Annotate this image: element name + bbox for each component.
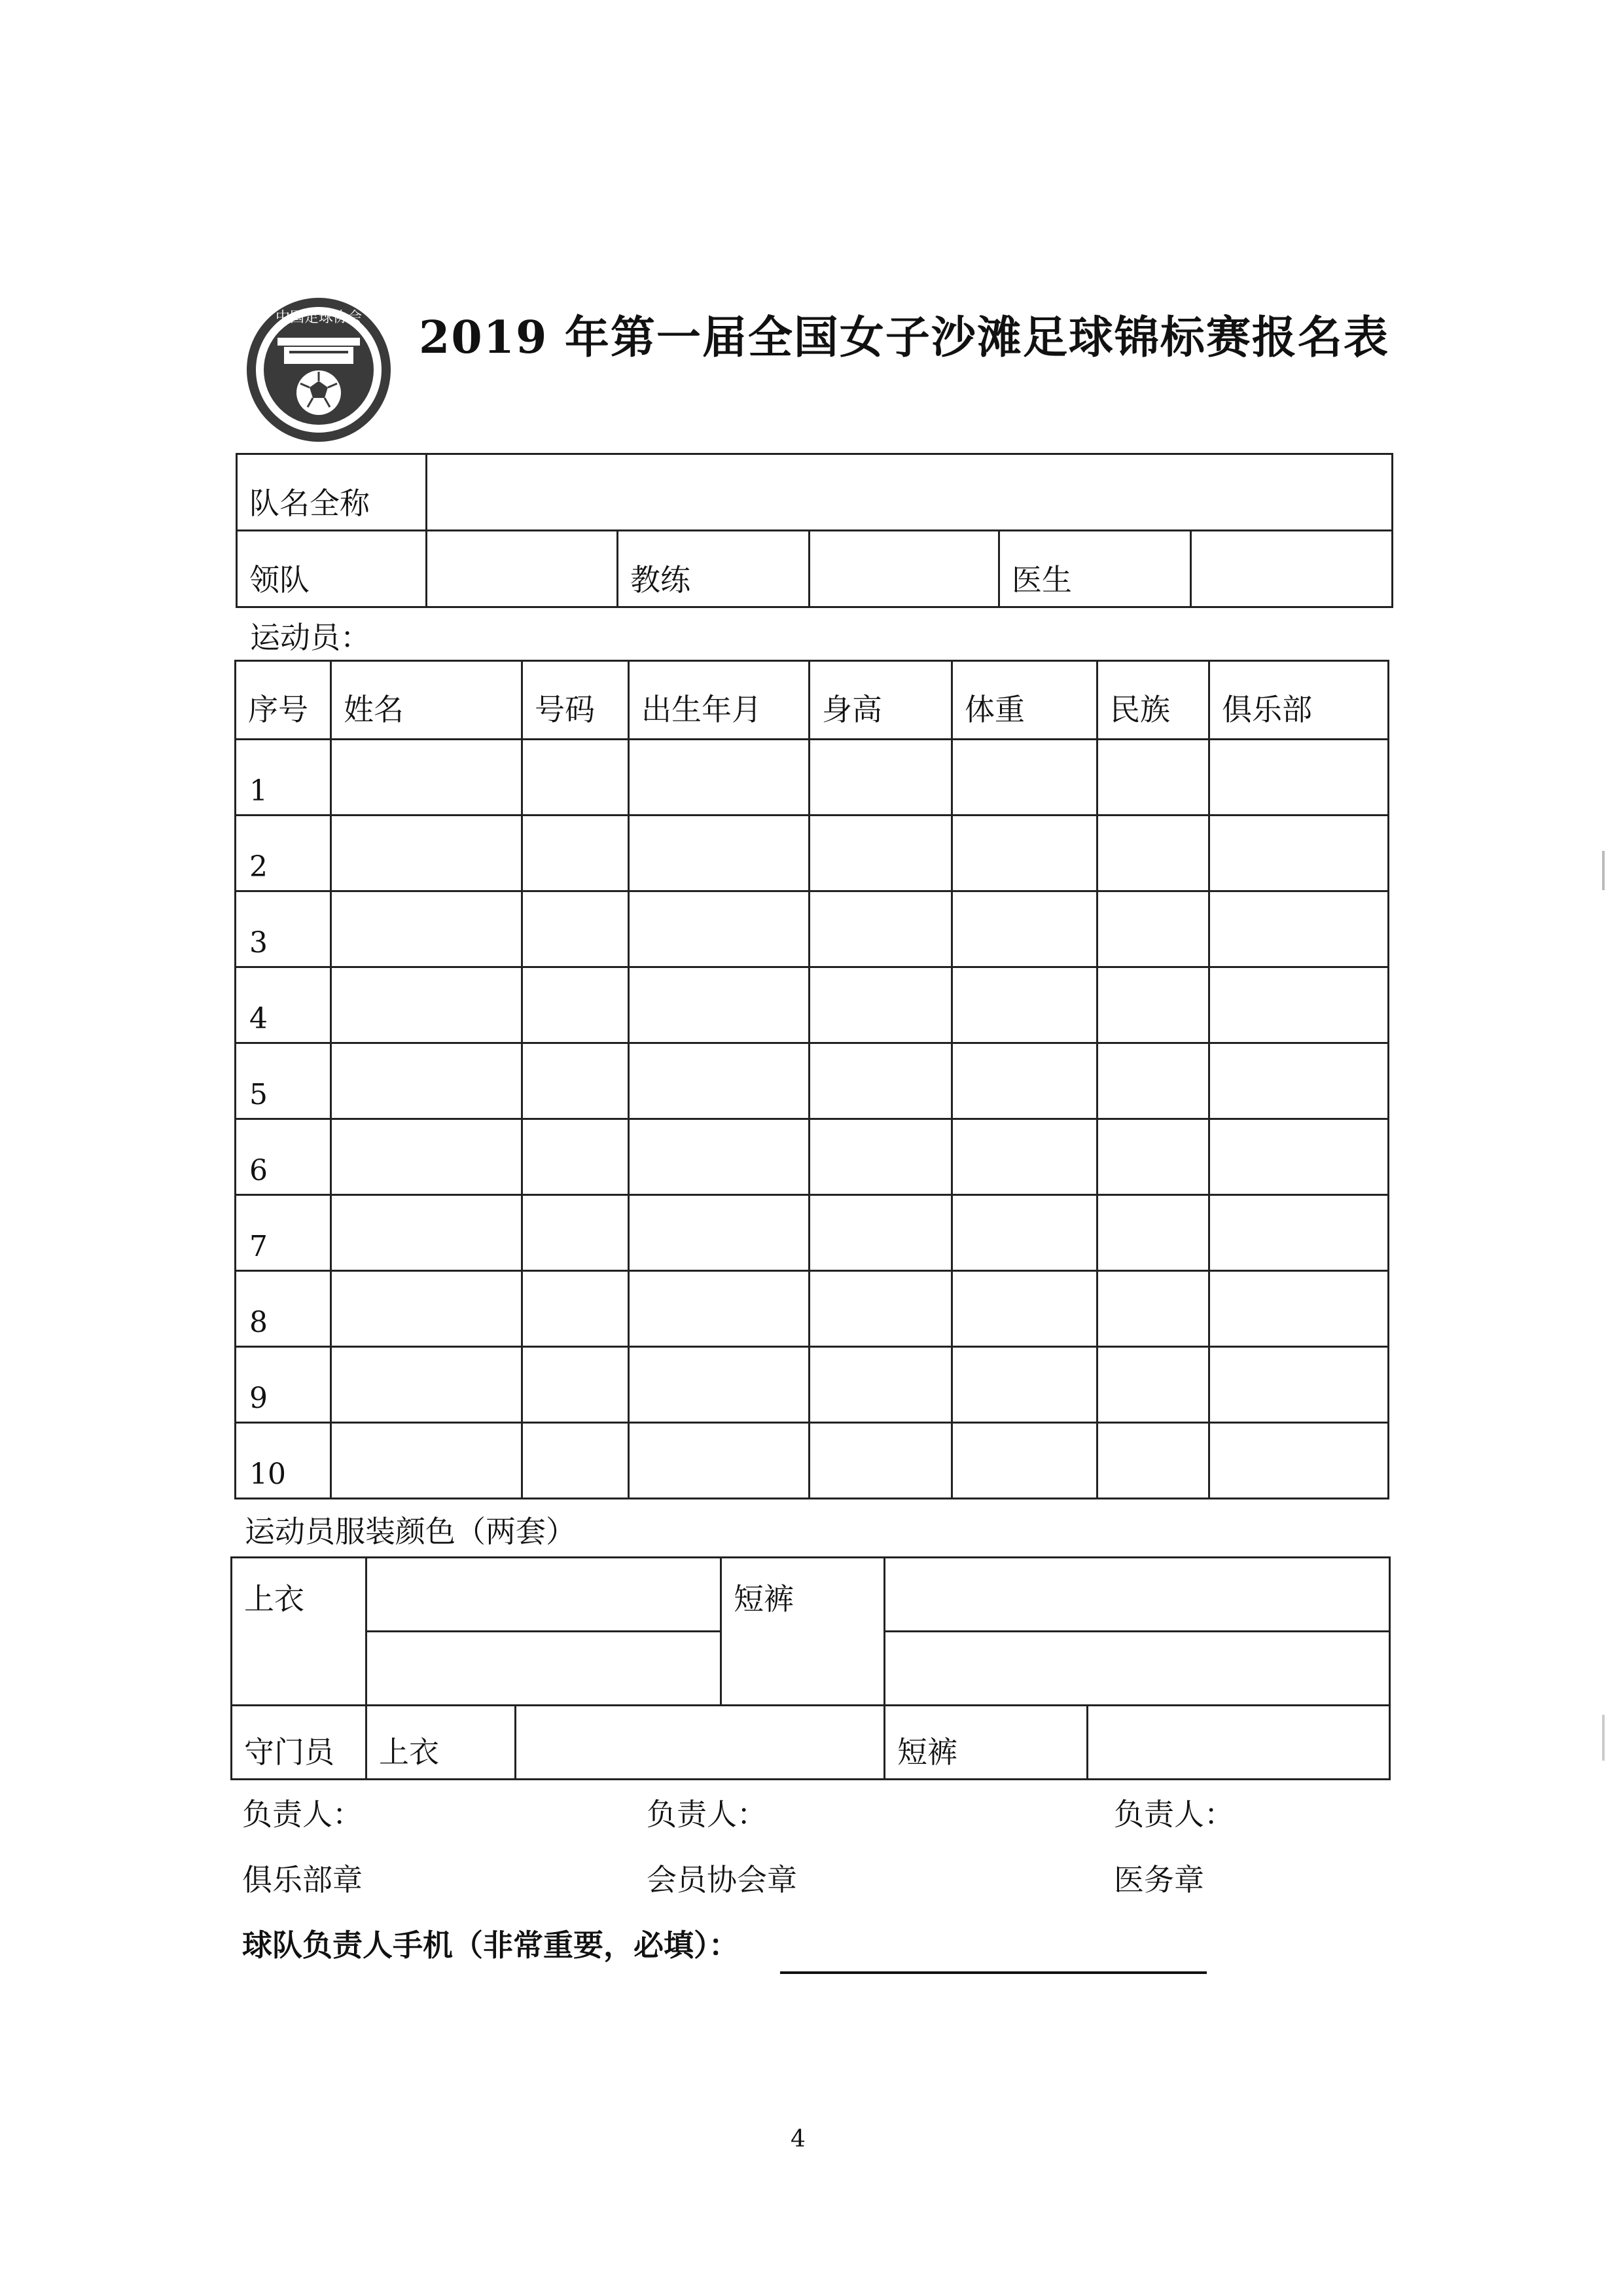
table-row [236, 740, 1389, 816]
medical-responsible-label: 负责人： [1114, 1797, 1234, 1832]
row-number: 8 [236, 1271, 331, 1347]
association-responsible-label: 负责人： [647, 1797, 767, 1832]
athlete-club-field[interactable] [1209, 816, 1389, 891]
athlete-birth-date-field[interactable] [629, 1195, 810, 1271]
athlete-number-field[interactable] [522, 816, 629, 891]
row-number: 4 [236, 967, 331, 1043]
table-row [236, 1043, 1389, 1119]
athlete-weight-field[interactable] [952, 967, 1097, 1043]
row-number: 6 [236, 1119, 331, 1195]
athlete-ethnicity-field[interactable] [1097, 816, 1209, 891]
table-row [236, 967, 1389, 1043]
team-leader-label: 领队 [237, 531, 427, 607]
athlete-number-field[interactable] [522, 740, 629, 816]
row-number: 2 [236, 816, 331, 891]
athlete-weight-field[interactable] [952, 816, 1097, 891]
athlete-ethnicity-field[interactable] [1097, 1195, 1209, 1271]
table-row [236, 1119, 1389, 1195]
athletes-table [234, 660, 1389, 1499]
athlete-birth-date-field[interactable] [629, 1347, 810, 1423]
shorts-color-2-field[interactable] [885, 1632, 1390, 1706]
table-row [236, 1347, 1389, 1423]
athlete-club-field[interactable] [1209, 891, 1389, 967]
athlete-name-field[interactable] [331, 1423, 522, 1499]
athlete-club-field[interactable] [1209, 1195, 1389, 1271]
column-header-height: 身高 [810, 661, 952, 740]
athlete-number-field[interactable] [522, 1195, 629, 1271]
athlete-weight-field[interactable] [952, 891, 1097, 967]
athlete-club-field[interactable] [1209, 967, 1389, 1043]
phone-label: 球队负责人手机（非常重要，必填）： [242, 1928, 739, 1963]
athlete-club-field[interactable] [1209, 1423, 1389, 1499]
column-header-ethnicity: 民族 [1097, 661, 1209, 740]
association-seal-label: 会员协会章 [647, 1862, 797, 1897]
athlete-birth-date-field[interactable] [629, 1271, 810, 1347]
athlete-height-field[interactable] [810, 1347, 952, 1423]
table-row [236, 1271, 1389, 1347]
athlete-ethnicity-field[interactable] [1097, 1119, 1209, 1195]
scan-margin-mark [1602, 851, 1605, 890]
athlete-ethnicity-field[interactable] [1097, 1043, 1209, 1119]
athlete-ethnicity-field[interactable] [1097, 740, 1209, 816]
column-header-index: 序号 [236, 661, 331, 740]
athlete-club-field[interactable] [1209, 1271, 1389, 1347]
athletes-section-label: 运动员： [250, 620, 370, 655]
athlete-number-field[interactable] [522, 1423, 629, 1499]
athlete-name-field[interactable] [331, 740, 522, 816]
shirt-color-1-field[interactable] [366, 1558, 721, 1632]
athlete-height-field[interactable] [810, 1195, 952, 1271]
column-header-club: 俱乐部 [1209, 661, 1389, 740]
athlete-name-field[interactable] [331, 1195, 522, 1271]
doctor-label: 医生 [999, 531, 1191, 607]
shorts-color-1-field[interactable] [885, 1558, 1390, 1632]
athlete-club-field[interactable] [1209, 1119, 1389, 1195]
athlete-birth-date-field[interactable] [629, 1043, 810, 1119]
athlete-weight-field[interactable] [952, 1195, 1097, 1271]
athlete-name-field[interactable] [331, 1043, 522, 1119]
athlete-height-field[interactable] [810, 1271, 952, 1347]
athlete-ethnicity-field[interactable] [1097, 1423, 1209, 1499]
table-row [236, 1423, 1389, 1499]
column-header-weight: 体重 [952, 661, 1097, 740]
team-full-name-label: 队名全称 [237, 454, 427, 531]
athlete-height-field[interactable] [810, 891, 952, 967]
gk-shirt-label: 上衣 [366, 1706, 516, 1780]
athlete-name-field[interactable] [331, 967, 522, 1043]
club-seal-label: 俱乐部章 [242, 1862, 363, 1897]
team-leader-field[interactable] [427, 531, 618, 607]
table-row [236, 816, 1389, 891]
athlete-club-field[interactable] [1209, 740, 1389, 816]
athlete-number-field[interactable] [522, 1271, 629, 1347]
medical-seal-label: 医务章 [1114, 1862, 1204, 1897]
athlete-number-field[interactable] [522, 1347, 629, 1423]
athlete-height-field[interactable] [810, 967, 952, 1043]
row-number: 7 [236, 1195, 331, 1271]
athlete-ethnicity-field[interactable] [1097, 967, 1209, 1043]
athlete-height-field[interactable] [810, 816, 952, 891]
coach-label: 教练 [618, 531, 810, 607]
page-number: 4 [791, 2126, 806, 2153]
row-number: 1 [236, 740, 331, 816]
team-info-table [236, 453, 1393, 608]
athlete-weight-field[interactable] [952, 1119, 1097, 1195]
athlete-number-field[interactable] [522, 967, 629, 1043]
athlete-ethnicity-field[interactable] [1097, 891, 1209, 967]
row-number: 9 [236, 1347, 331, 1423]
athlete-weight-field[interactable] [952, 1423, 1097, 1499]
athlete-club-field[interactable] [1209, 1347, 1389, 1423]
team-full-name-field[interactable] [427, 454, 1393, 531]
athlete-number-field[interactable] [522, 1043, 629, 1119]
athlete-name-field[interactable] [331, 1271, 522, 1347]
phone-input-line[interactable] [780, 1971, 1207, 1974]
column-header-birth-date: 出生年月 [629, 661, 810, 740]
coach-field[interactable] [810, 531, 999, 607]
association-logo [243, 295, 394, 445]
club-responsible-label: 负责人： [242, 1797, 363, 1832]
row-number: 10 [236, 1423, 331, 1499]
athlete-birth-date-field[interactable] [629, 816, 810, 891]
row-number: 5 [236, 1043, 331, 1119]
gk-shirt-field[interactable] [516, 1706, 885, 1780]
athlete-name-field[interactable] [331, 816, 522, 891]
athlete-birth-date-field[interactable] [629, 1119, 810, 1195]
athlete-name-field[interactable] [331, 1347, 522, 1423]
athlete-weight-field[interactable] [952, 1347, 1097, 1423]
table-row [236, 1195, 1389, 1271]
athlete-height-field[interactable] [810, 1043, 952, 1119]
athlete-club-field[interactable] [1209, 1043, 1389, 1119]
athlete-weight-field[interactable] [952, 740, 1097, 816]
athlete-birth-date-field[interactable] [629, 967, 810, 1043]
athlete-weight-field[interactable] [952, 1043, 1097, 1119]
shirt-color-2-field[interactable] [366, 1632, 721, 1706]
athlete-number-field[interactable] [522, 1119, 629, 1195]
gk-shorts-field[interactable] [1088, 1706, 1390, 1780]
athlete-ethnicity-field[interactable] [1097, 1271, 1209, 1347]
athlete-ethnicity-field[interactable] [1097, 1347, 1209, 1423]
column-header-name: 姓名 [331, 661, 522, 740]
uniform-section-label: 运动员服装颜色（两套） [245, 1514, 576, 1549]
page-title: 2019 年第一届全国女子沙滩足球锦标赛报名表 [419, 312, 1389, 364]
athlete-number-field[interactable] [522, 891, 629, 967]
athlete-height-field[interactable] [810, 740, 952, 816]
svg-text:中国足球协会: 中国足球协会 [275, 310, 363, 326]
column-header-number: 号码 [522, 661, 629, 740]
doctor-field[interactable] [1191, 531, 1393, 607]
scan-margin-mark [1602, 1715, 1605, 1761]
athlete-name-field[interactable] [331, 1119, 522, 1195]
athlete-height-field[interactable] [810, 1119, 952, 1195]
gk-shorts-label: 短裤 [885, 1706, 1088, 1780]
table-row [236, 891, 1389, 967]
goalkeeper-label: 守门员 [232, 1706, 366, 1780]
row-number: 3 [236, 891, 331, 967]
shirt-label: 上衣 [232, 1558, 366, 1706]
uniform-table [230, 1556, 1391, 1780]
athlete-birth-date-field[interactable] [629, 891, 810, 967]
athlete-weight-field[interactable] [952, 1271, 1097, 1347]
athlete-birth-date-field[interactable] [629, 740, 810, 816]
athlete-birth-date-field[interactable] [629, 1423, 810, 1499]
athlete-height-field[interactable] [810, 1423, 952, 1499]
shorts-label: 短裤 [721, 1558, 885, 1706]
athlete-name-field[interactable] [331, 891, 522, 967]
